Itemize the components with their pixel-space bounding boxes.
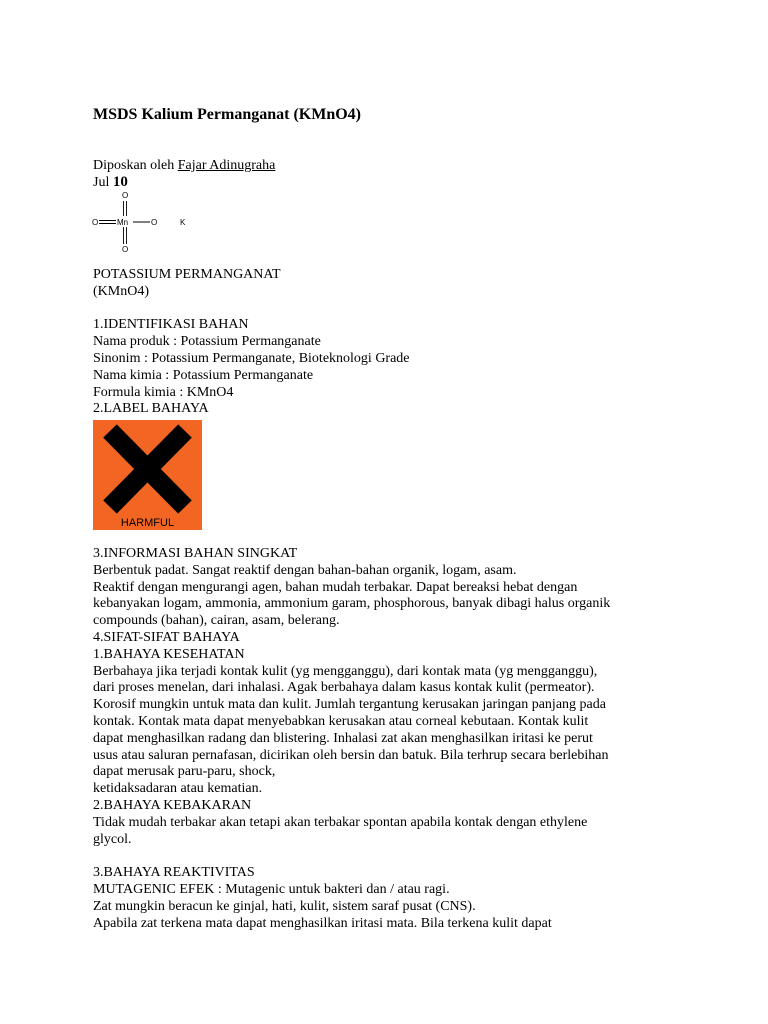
hazard-info-line: Korosif mungkin untuk mata dan kulit. Jumlah tergantung kerusakan jaringan panjang pada	[93, 697, 606, 713]
identification-line: Nama kimia : Potassium Permanganate	[93, 367, 314, 383]
hazard-info-line: dari proses menelan, dari inhalasi. Agak berbahaya dalam kasus kontak kulit (permeator).	[93, 680, 595, 696]
identification-line	[93, 301, 713, 318]
hazard-info-line: dapat merusak paru-paru, shock,	[93, 764, 276, 780]
identification-line: Formula kimia : KMnO4	[93, 384, 234, 400]
hazard-info-line	[93, 848, 713, 865]
identification-line: Sinonim : Potassium Permanganate, Bioteknologi Grade	[93, 350, 410, 366]
page-title: MSDS Kalium Permanganat (KMnO4)	[93, 106, 361, 123]
hazard-info-line: ketidaksadaran atau kematian.	[93, 781, 263, 797]
identification-line: (KMnO4)	[93, 283, 149, 299]
hazard-info-line: Berbentuk padat. Sangat reaktif dengan bahan-bahan organik, logam, asam.	[93, 562, 517, 578]
oxygen-left-label: O	[92, 218, 99, 227]
hazard-info-line: Reaktif dengan mengurangi agen, bahan mudah terbakar. Dapat bereaksi hebat dengan	[93, 579, 578, 595]
hazard-info-line: Apabila zat terkena mata dapat menghasilkan iritasi mata. Bila terkena kulit dapat	[93, 915, 552, 931]
date-month: Jul	[93, 175, 110, 190]
hazard-info-line: MUTAGENIC EFEK : Mutagenic untuk bakteri dan / atau ragi.	[93, 881, 450, 897]
oxygen-right-label: O	[151, 218, 158, 227]
identification-line: 1.IDENTIFIKASI BAHAN	[93, 317, 249, 333]
potassium-label: K	[180, 218, 186, 227]
post-date	[93, 174, 128, 191]
hazard-info-line: usus atau saluran pernafasan, dicirikan oleh bersin dan batuk. Bila terhrup secara berlebihan	[93, 747, 609, 763]
hazard-info-line: dapat menghasilkan radang dan blistering. Inhalasi zat akan menghasilkan iritasi ke perut	[93, 730, 593, 746]
manganese-label: Mn	[117, 218, 129, 227]
hazard-info-line: Berbahaya jika terjadi kontak kulit (yg mengganggu), dari kontak mata (yg mengganggu),	[93, 663, 598, 679]
kmno4-structure-diagram	[90, 190, 200, 255]
hazard-info-line: 2.BAHAYA KEBAKARAN	[93, 797, 252, 813]
identification-section	[93, 267, 713, 418]
hazard-info-line: Zat mungkin beracun ke ginjal, hati, kulit, sistem saraf pusat (CNS).	[93, 898, 476, 914]
hazard-info-line: 4.SIFAT-SIFAT BAHAYA	[93, 629, 240, 645]
identification-line: POTASSIUM PERMANGANAT	[93, 267, 281, 282]
hazard-info-line: 3.BAHAYA REAKTIVITAS	[93, 865, 255, 881]
hazard-info-line: compounds (bahan), cairan, asam, belerang.	[93, 613, 340, 629]
date-day: 10	[112, 174, 128, 190]
oxygen-bottom-label: O	[122, 245, 129, 254]
post-byline	[93, 157, 275, 174]
hazard-label: HARMFUL	[120, 517, 175, 529]
harmful-hazard-symbol	[93, 420, 202, 530]
hazard-info-line: kontak. Kontak mata dapat menyebabkan kerusakan atau corneal kebutaan. Kontak kulit	[93, 713, 589, 729]
hazard-info-line: 3.INFORMASI BAHAN SINGKAT	[93, 546, 298, 561]
hazard-info-line: 1.BAHAYA KESEHATAN	[93, 646, 245, 662]
identification-line: Nama produk : Potassium Permanganate	[93, 334, 321, 350]
hazard-info-line: Tidak mudah terbakar akan tetapi akan terbakar spontan apabila kontak dengan ethylene	[93, 814, 588, 830]
identification-line: 2.LABEL BAHAYA	[93, 401, 209, 417]
hazard-info-section	[93, 546, 713, 932]
hazard-info-line: glycol.	[93, 831, 132, 847]
oxygen-top-label: O	[122, 191, 129, 200]
byline-prefix: Diposkan oleh	[93, 158, 178, 173]
hazard-info-line: kebanyakan logam, ammonia, ammonium garam, phosphorous, banyak dibagi halus organik	[93, 596, 611, 612]
author-link[interactable]: Fajar Adinugraha	[177, 158, 276, 173]
